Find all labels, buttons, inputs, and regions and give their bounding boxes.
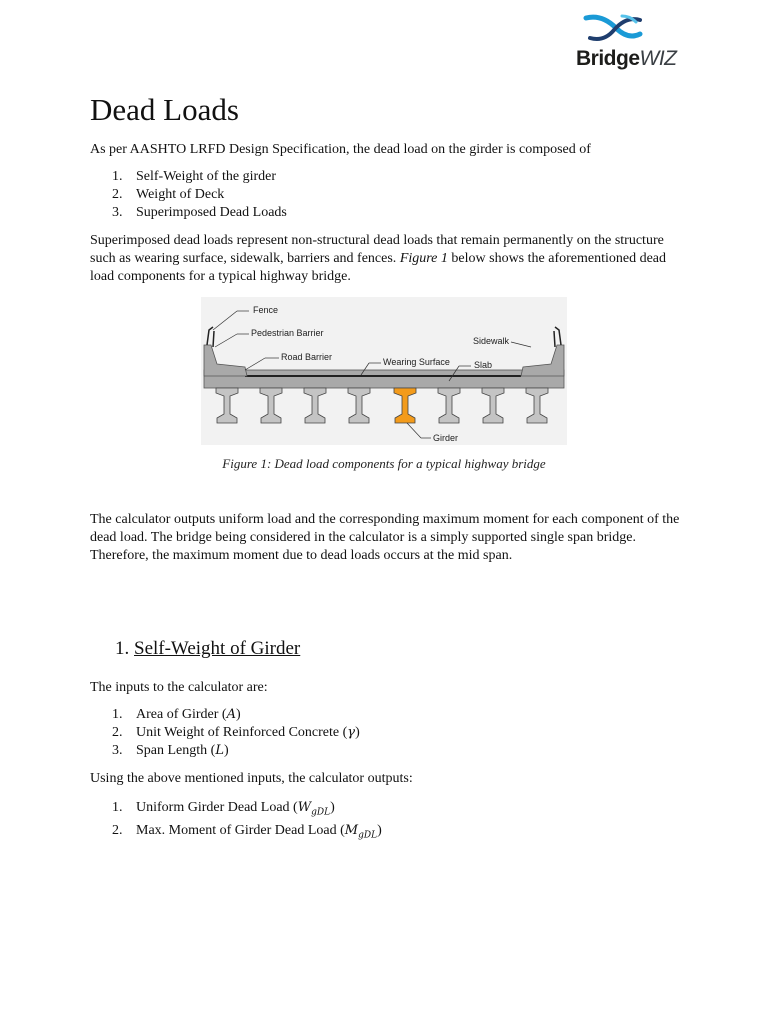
bridge-swoosh-icon bbox=[582, 12, 644, 48]
left-sidewalk-barrier bbox=[204, 345, 247, 376]
bridge-cross-section-figure bbox=[201, 297, 567, 445]
list-item: 3. Span Length (L) bbox=[112, 743, 229, 758]
bridgewiz-logo bbox=[572, 10, 677, 70]
list-item: 1. Uniform Girder Dead Load $(W_{gDL})$ bbox=[112, 800, 335, 818]
logo-wordmark: BridgeWIZ bbox=[576, 47, 677, 70]
road-barrier-label: Road Barrier bbox=[281, 352, 333, 362]
deck-slab bbox=[204, 370, 564, 388]
girder bbox=[526, 388, 548, 423]
pedestrian-barrier-label: Pedestrian Barrier bbox=[251, 328, 324, 338]
list-item: 2. Weight of Deck bbox=[112, 187, 225, 202]
dead-load-components-list bbox=[112, 168, 287, 222]
list-item: 2. Unit Weight of Reinforced Concrete (γ) bbox=[112, 725, 360, 740]
girder bbox=[304, 388, 326, 423]
list-item: 3. Superimposed Dead Loads bbox=[112, 205, 287, 220]
list-item: 1. Area of Girder (A) bbox=[112, 707, 241, 722]
slab-label: Slab bbox=[474, 360, 493, 370]
left-fence bbox=[207, 327, 213, 345]
list-item: 1. Self-Weight of the girder bbox=[112, 169, 276, 184]
outputs-intro: Using the above mentioned inputs, the calculator outputs: bbox=[90, 771, 413, 786]
girder-label: Girder bbox=[433, 433, 459, 443]
right-sidewalk-barrier bbox=[521, 345, 564, 376]
wearing-surface-label: Wearing Surface bbox=[383, 357, 450, 367]
highlighted-girder bbox=[394, 388, 416, 423]
intro-paragraph: As per AASHTO LRFD Design Specification, the dead load on the girder is composed of bbox=[90, 142, 591, 157]
outputs-list bbox=[112, 799, 382, 844]
superimposed-paragraph: Superimposed dead loads represent non-structural dead loads that remain permanently on the structure such as wearing surface, sidewalk, barriers and fences. Figure 1 below shows the aforementioned dead load components for a typical highway bridge. bbox=[90, 233, 667, 284]
sidewalk-label: Sidewalk bbox=[473, 336, 510, 346]
figure-caption: Figure 1: Dead load components for a typical highway bridge bbox=[222, 456, 546, 471]
girder bbox=[260, 388, 282, 423]
page-title: Dead Loads bbox=[90, 92, 239, 127]
fence-label: Fence bbox=[253, 305, 279, 315]
right-fence bbox=[555, 327, 561, 345]
girder bbox=[438, 388, 460, 423]
girder bbox=[348, 388, 370, 423]
list-item: 2. Max. Moment of Girder Dead Load $(M_{gDL})$ bbox=[112, 822, 382, 841]
calculator-paragraph: The calculator outputs uniform load and the corresponding maximum moment for each component of the dead load. The bridge being considered in the calculator is a simply supported single span bridge. Therefore, the maximum moment due to dead loads occurs at the mid span. bbox=[90, 512, 680, 563]
girder bbox=[216, 388, 238, 423]
inputs-list bbox=[112, 706, 360, 760]
girder bbox=[482, 388, 504, 423]
section-heading-self-weight: 1. Self-Weight of Girder bbox=[115, 638, 301, 659]
inputs-intro: The inputs to the calculator are: bbox=[90, 680, 268, 695]
figure-reference: Figure 1 bbox=[399, 251, 448, 266]
